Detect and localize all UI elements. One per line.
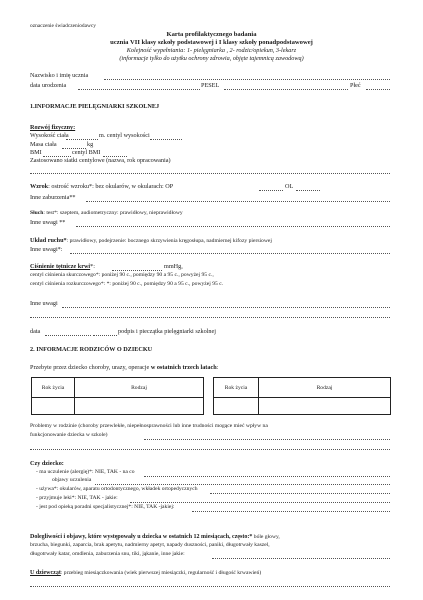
- other-notes-field-1[interactable]: [62, 307, 390, 308]
- physical-development-heading: Rozwój fizyczny:: [30, 124, 76, 131]
- allergy-symptoms-label: objawy uczulenia: [52, 477, 92, 483]
- hearing-text: : test*: szeptem, audiometryczny: prawidłowy, nieprawidłowy: [43, 210, 183, 216]
- pesel-label: PESEL: [201, 82, 220, 89]
- table-cell[interactable]: [32, 398, 75, 415]
- height-centile-label: m. centyl wysokości: [99, 132, 150, 139]
- vision-ol-label: OL: [285, 183, 294, 190]
- nurse-signature-label: podpis i pieczątka pielęgniarki szkolnej: [118, 328, 216, 335]
- table-cell[interactable]: [75, 398, 204, 415]
- weight-label: Masa ciała: [30, 141, 57, 148]
- hearing-notes-field[interactable]: [76, 226, 390, 227]
- symptoms-line-2: brzucha, biegunki, zaparcia, brak apetytu, nadmierny apetyt, napady duszności, paniki, długotrwały kaszel,: [30, 542, 270, 548]
- symptoms-heading: Dolegliwości i objawy, które występowały u dziecka w ostatnich 12 miesiącach, często:*: [30, 534, 253, 540]
- table-cell[interactable]: [259, 398, 391, 415]
- weight-unit: kg: [87, 141, 94, 148]
- confidential-note: (informacje tylko do użytku ochrony zdrowia, objęte tajemnicą zawodową): [119, 55, 304, 62]
- birth-date-label: data urodzenia: [30, 82, 67, 89]
- motor-line: [30, 238, 272, 245]
- vision-other-field[interactable]: [86, 201, 390, 202]
- past-illness-table-left: [31, 377, 204, 415]
- student-name-label: Nazwisko i imię ucznia: [30, 72, 89, 79]
- bp-unit: mmHg,: [164, 263, 183, 270]
- girls-text: : przebieg miesiączkowania (wiek pierwszej miesiączki, regularność i długość krwawień): [60, 570, 262, 576]
- allergy-field[interactable]: [144, 476, 390, 477]
- symptoms-line-1: [30, 534, 280, 541]
- bp-label: Ciśnienie tętnicze krwi: [30, 263, 91, 270]
- medication-question: - przyjmuje leki*: NIE, TAK - jakie:: [36, 495, 118, 501]
- motor-notes-label: Inne uwagi*:: [30, 246, 63, 253]
- family-problems-text-1: Problemy w rodzinie (choroby przewlekłe, niepełnosprawności lub inne trudności mogące mieć wpływ na: [30, 423, 268, 429]
- vision-line: [30, 184, 173, 190]
- past-illness-line: Przebyte przez dziecko choroby, urazy, operacje w ostatnich trzech latach:: [30, 364, 219, 371]
- nurse-date-label: data: [30, 328, 41, 335]
- vision-ol-field[interactable]: [296, 190, 320, 191]
- motor-text: : prawidłowy, podejrzenie: bocznego skrzywienia kręgosłupa, nadmiernej kifozy piersiowej: [66, 238, 272, 244]
- allergy-question: - ma uczulenie (alergię)*: NIE, TAK - na co: [36, 469, 135, 475]
- medication-field[interactable]: [130, 502, 390, 503]
- past-illness-table-right: [213, 377, 391, 415]
- table-cell[interactable]: [214, 398, 259, 415]
- document-subtitle: ucznia VII klasy szkoły podstawowej i I klasy szkoły ponadpodstawowej: [110, 39, 313, 46]
- sex-label: Płeć: [350, 82, 361, 89]
- vision-label: Wzrok: [30, 183, 49, 190]
- bp-line: Ciśnienie tętnicze krwi*:: [30, 263, 95, 270]
- fill-order-note: Kolejność wypełniania: 1- pielęgniarka , 2- rodzic/opiekun, 3-lekarz: [126, 47, 297, 54]
- symptoms-other-field[interactable]: [212, 558, 390, 559]
- table-header-type: Rodzaj: [75, 378, 204, 398]
- nurse-date-field[interactable]: [45, 335, 91, 336]
- family-problems-text-2: funkcjonowanie dziecka w szkole): [30, 432, 108, 438]
- pesel-field[interactable]: [224, 89, 348, 90]
- section1-heading: 1.INFORMACJE PIELĘGNIARKI SZKOLNEJ: [30, 103, 160, 110]
- vision-op-field[interactable]: [259, 190, 283, 191]
- nurse-signature-field[interactable]: [93, 335, 117, 336]
- hearing-notes-label: Inne uwagi **: [30, 219, 66, 226]
- height-label: Wysokość ciała: [30, 132, 69, 139]
- hearing-line: [30, 211, 183, 217]
- sex-field[interactable]: [366, 89, 390, 90]
- bp-systolic-centile: centyl ciśnienia skurczowego*: poniżej 90 c., pomiędzy 90 a 95 c., powyżej 95 c.,: [30, 272, 214, 278]
- student-name-field[interactable]: [104, 79, 390, 80]
- aids-field[interactable]: [210, 493, 390, 494]
- height-centile-field[interactable]: [150, 139, 182, 140]
- other-notes-field-2[interactable]: [30, 317, 390, 318]
- section2-heading: 2. INFORMACJE RODZICÓW O DZIECKU: [30, 346, 153, 353]
- aids-question: - używa*: okularów, aparatu ortodontycznego, wkładek ortopedycznych: [36, 486, 198, 492]
- does-child-heading: Czy dziecko:: [30, 460, 64, 467]
- girls-line: [30, 570, 261, 577]
- past-illness-text: Przebyte przez dziecko choroby, urazy, operacje: [30, 364, 151, 371]
- table-header-year: Rok życia: [32, 378, 75, 398]
- issuer-stamp-label: oznaczenie świadczeniodawcy: [30, 23, 96, 29]
- bmi-centile-label: centyl BMI: [72, 149, 101, 156]
- past-illness-bold: w ostatnich trzech latach: [150, 364, 217, 371]
- document-title: Karta profilaktycznego badania: [166, 31, 257, 38]
- girls-label: U dziewcząt: [30, 570, 61, 576]
- table-header-year: Rok życia: [214, 378, 259, 398]
- bmi-label: BMI: [30, 149, 42, 156]
- motor-notes-field[interactable]: [70, 253, 390, 254]
- other-notes-label: Inne uwagi: [30, 300, 58, 307]
- girls-field[interactable]: [30, 586, 390, 587]
- symptoms-text-1: bóle głowy,: [252, 534, 280, 540]
- hearing-label: Słuch: [30, 210, 44, 216]
- vision-text: : ostrość wzroku*: bez okularów, w okularach: OP: [48, 183, 174, 190]
- bp-field[interactable]: [112, 270, 162, 271]
- specialist-question: - jest pod opieką poradni specjalistycznej*: NIE, TAK -jakiej:: [36, 504, 175, 510]
- centile-charts-field[interactable]: [30, 173, 390, 174]
- table-header-type: Rodzaj: [259, 378, 391, 398]
- specialist-field[interactable]: [192, 511, 390, 512]
- allergy-symptoms-field[interactable]: [95, 484, 390, 485]
- family-problems-field-1[interactable]: [144, 439, 390, 440]
- symptoms-line-3: długotrwały katar, omdlenia, zaburzenia snu, tiki, jąkanie, inne jakie:: [30, 551, 185, 557]
- height-field[interactable]: [66, 139, 98, 140]
- vision-other-label: Inne zaburzenia**: [30, 194, 76, 201]
- motor-label: Układ ruchu*: [30, 237, 67, 244]
- birth-date-field[interactable]: [78, 89, 200, 90]
- family-problems-field-2[interactable]: [30, 449, 390, 450]
- bp-diastolic-centile: centyl ciśnienia rozkurczowego*: *: poniżej 90 c., pomiędzy 90 a 95 c., powyżej 95 c.: [30, 281, 224, 287]
- centile-charts-label: Zastosowano siatki centylowe (nazwa, rok opracowania): [30, 157, 171, 164]
